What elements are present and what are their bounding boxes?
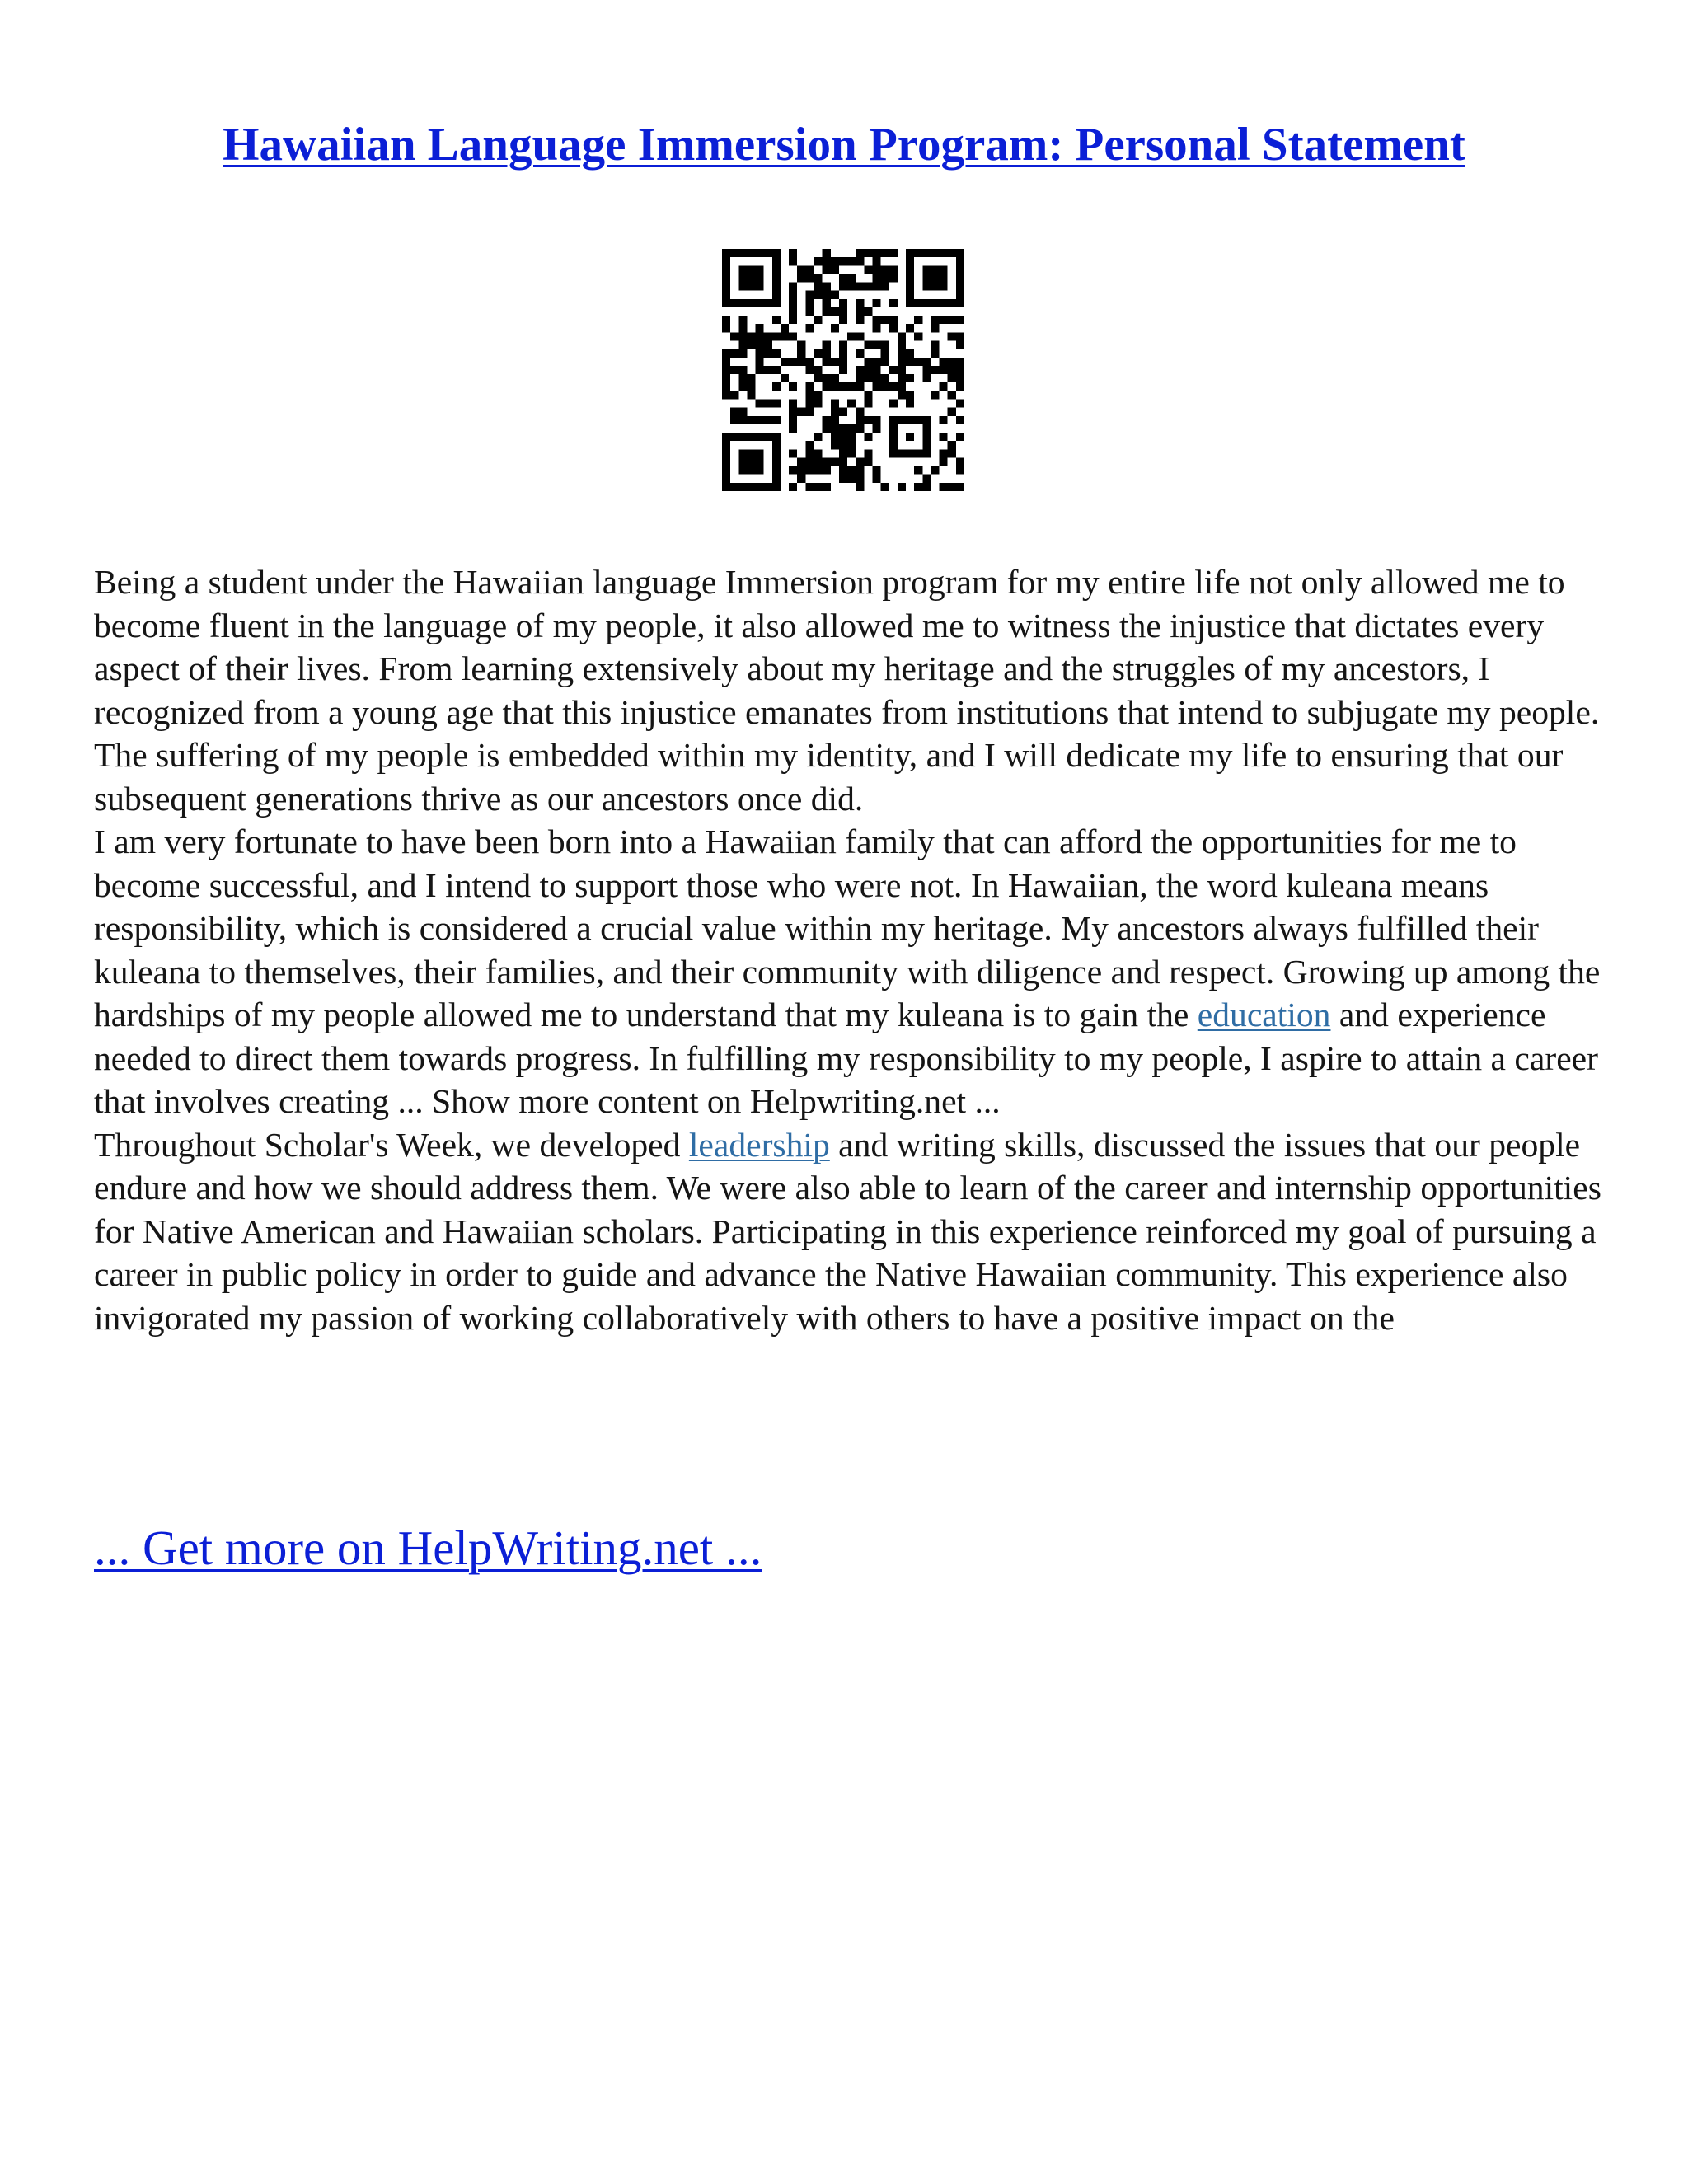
paragraph-3-text-start: Throughout Scholar's Week, we developed: [94, 1125, 689, 1164]
qr-code-icon: [722, 249, 964, 491]
paragraph-1-text: Being a student under the Hawaiian language Immersion program for my entire life not only allowed me to become fluent in the language of my people, it also allowed me to witness the injustice that dictates every aspect of their lives. From learning extensively about my heritage and the struggles of my ancestors, I recognized from a young age that this injustice emanates from institutions that intend to subjugate my people. The suffering of my people is embedded within my identity, and I will dedicate my life to ensuring that our subsequent generations thrive as our ancestors once did.: [94, 563, 1600, 818]
paragraph-2: [94, 820, 1602, 1123]
paragraph-3: [94, 1123, 1602, 1340]
paragraph-1: [94, 560, 1602, 820]
paragraph-2-text-start: I am very fortunate to have been born into a Hawaiian family that can afford the opportunities for me to become successful, and I intend to support those who were not. In Hawaiian, the word kuleana means responsibility, which is considered a crucial value within my heritage. My ancestors always fulfilled their kuleana to themselves, their families, and their community with diligence and respect. Growing up among the hardships of my people allowed me to understand that my kuleana is to gain the: [94, 823, 1601, 1033]
leadership-link[interactable]: leadership: [688, 1125, 830, 1164]
document-body: [94, 560, 1602, 1339]
document-title-link[interactable]: Hawaiian Language Immersion Program: Personal Statement: [223, 119, 1465, 171]
education-link[interactable]: education: [1197, 996, 1331, 1033]
get-more-link[interactable]: ... Get more on HelpWriting.net ...: [94, 1521, 762, 1575]
paragraph-3-text-end: and writing skills, discussed the issues that our people endure and how we should address them. We were also able to learn of the career and internship opportunities for Native American and Hawaiian scholars. Participating in this experience reinforced my goal of pursuing a career in public policy in order to guide and advance the Native Hawaiian community. This experience also invigorated my passion of working collaboratively with others to have a positive impact on the: [94, 1125, 1601, 1337]
paragraph-2-text-end: and experience needed to direct them towards progress. In fulfilling my responsibility to my people, I aspire to attain a career that involves creating ... Show more content on Helpwriting.net ...: [94, 996, 1598, 1120]
